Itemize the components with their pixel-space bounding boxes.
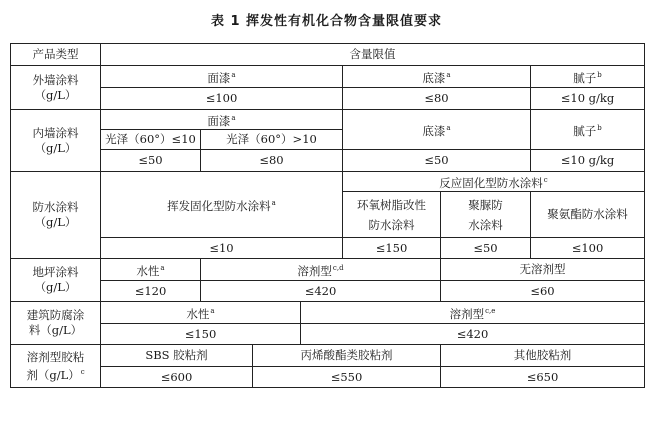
polyurea-label: 聚脲防 水涂料 (441, 192, 531, 238)
product-type-header: 产品类型 (11, 44, 101, 66)
anticorrosive-solventborne-limit: ≤420 (301, 324, 645, 345)
interior-primer-label: 底漆$^a$ (343, 110, 531, 150)
other-adhesive-limit: ≤650 (441, 367, 645, 388)
content-limit-header: 含量限值 (101, 44, 645, 66)
sbs-adhesive-label: SBS 胶粘剂 (101, 345, 253, 367)
acrylic-adhesive-label: 丙烯酸酯类胶粘剂 (253, 345, 441, 367)
exterior-putty-limit: ≤10 g/kg (531, 88, 645, 110)
exterior-putty-label: 腻子$^b$ (531, 66, 645, 88)
reactive-cure-label: 反应固化型防水涂料$^c$ (343, 172, 645, 192)
table-row (11, 238, 645, 259)
floor-category: 地坪涂料 （g/L） (11, 259, 101, 302)
interior-gloss-high-limit: ≤80 (201, 150, 343, 172)
floor-waterborne-limit: ≤120 (101, 281, 201, 302)
table-header-row (11, 44, 645, 66)
other-adhesive-label: 其他胶粘剂 (441, 345, 645, 367)
exterior-topcoat-label: 面漆$^a$ (101, 66, 343, 88)
waterproof-category: 防水涂料 （g/L） (11, 172, 101, 259)
table-row (11, 88, 645, 110)
table-row (11, 345, 645, 367)
cropped-text-fragment (12, 0, 352, 5)
table-row (11, 324, 645, 345)
polyurethane-label: 聚氨酯防水涂料 (531, 192, 645, 238)
polyurea-limit: ≤50 (441, 238, 531, 259)
exterior-wall-category: 外墙涂料 （g/L） (11, 66, 101, 110)
volatile-cure-label: 挥发固化型防水涂料$^a$ (101, 172, 343, 238)
floor-solventless-limit: ≤60 (441, 281, 645, 302)
interior-wall-category: 内墙涂料 （g/L） (11, 110, 101, 172)
interior-gloss-high-label: 光泽（60°）>10 (201, 130, 343, 150)
anticorrosive-waterborne-label: 水性$^a$ (101, 302, 301, 324)
table-row (11, 150, 645, 172)
table-row (11, 367, 645, 388)
acrylic-adhesive-limit: ≤550 (253, 367, 441, 388)
floor-waterborne-label: 水性$^a$ (101, 259, 201, 281)
table-row (11, 281, 645, 302)
table-title: 表 1 挥发性有机化合物含量限值要求 (210, 14, 443, 29)
interior-putty-label: 腻子$^b$ (531, 110, 645, 150)
volatile-cure-limit: ≤10 (101, 238, 343, 259)
table-row (11, 302, 645, 324)
epoxy-modified-limit: ≤150 (343, 238, 441, 259)
anticorrosive-waterborne-limit: ≤150 (101, 324, 301, 345)
interior-primer-limit: ≤50 (343, 150, 531, 172)
table-row (11, 110, 645, 130)
adhesive-category: 溶剂型胶粘 剂（g/L）$^c$ (11, 345, 101, 388)
sbs-adhesive-limit: ≤600 (101, 367, 253, 388)
exterior-primer-label: 底漆$^a$ (343, 66, 531, 88)
epoxy-modified-label: 环氧树脂改性 防水涂料 (343, 192, 441, 238)
anticorrosive-solventborne-label: 溶剂型$^{c,e}$ (301, 302, 645, 324)
anticorrosive-category: 建筑防腐涂 料（g/L） (11, 302, 101, 345)
table-row (11, 172, 645, 192)
interior-gloss-low-limit: ≤50 (101, 150, 201, 172)
floor-solventborne-label: 溶剂型$^{c,d}$ (201, 259, 441, 281)
polyurethane-limit: ≤100 (531, 238, 645, 259)
interior-putty-limit: ≤10 g/kg (531, 150, 645, 172)
exterior-primer-limit: ≤80 (343, 88, 531, 110)
interior-gloss-low-label: 光泽（60°）≤10 (101, 130, 201, 150)
interior-topcoat-label: 面漆$^a$ (101, 110, 343, 130)
table-row (11, 259, 645, 281)
voc-limit-table (10, 43, 645, 388)
floor-solventless-label: 无溶剂型 (441, 259, 645, 281)
exterior-topcoat-limit: ≤100 (101, 88, 343, 110)
floor-solventborne-limit: ≤420 (201, 281, 441, 302)
table-row (11, 66, 645, 88)
